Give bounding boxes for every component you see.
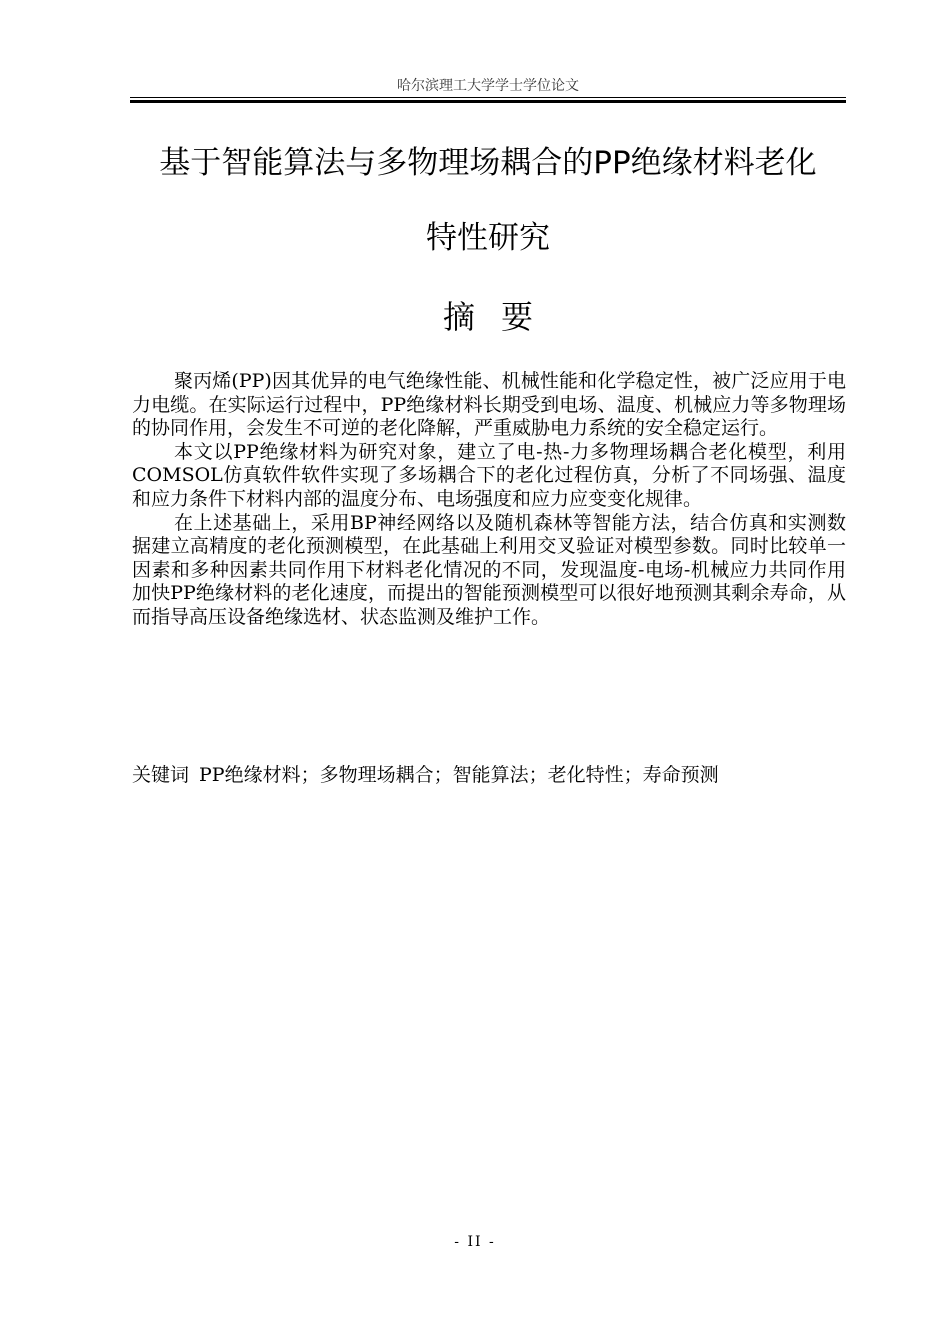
keywords-label: 关键词 bbox=[132, 764, 190, 786]
abstract-body bbox=[132, 370, 846, 630]
keywords-line bbox=[132, 763, 846, 787]
running-header: 哈尔滨理工大学学士学位论文 bbox=[397, 78, 579, 94]
header-rule-thin bbox=[130, 97, 846, 98]
header-rule-thick bbox=[130, 100, 846, 103]
abstract-paragraph-2: 本文以PP绝缘材料为研究对象，建立了电-热-力多物理场耦合老化模型，利用COMSOL仿真软件软件实现了多场耦合下的老化过程仿真，分析了不同场强、温度和应力条件下材料内部的温度分布、电场强度和应力应变变化规律。 bbox=[132, 440, 846, 510]
abstract-paragraph-3: 在上述基础上，采用BP神经网络以及随机森林等智能方法，结合仿真和实测数据建立高精度的老化预测模型，在此基础上利用交叉验证对模型参数。同时比较单一因素和多种因素共同作用下材料老化情况的不同，发现温度-电场-机械应力共同作用加快PP绝缘材料的老化速度，而提出的智能预测模型可以很好地预测其剩余寿命，从而指导高压设备绝缘选材、状态监测及维护工作。 bbox=[132, 511, 846, 628]
abstract-heading: 摘要 bbox=[442, 298, 559, 336]
abstract-paragraph-1: 聚丙烯(PP)因其优异的电气绝缘性能、机械性能和化学稳定性，被广泛应用于电力电缆。在实际运行过程中，PP绝缘材料长期受到电场、温度、机械应力等多物理场的协同作用，会发生不可逆的老化降解，严重威胁电力系统的安全稳定运行。 bbox=[132, 370, 846, 440]
keywords-text: PP绝缘材料；多物理场耦合；智能算法；老化特性；寿命预测 bbox=[199, 764, 719, 786]
thesis-title-line-2: 特性研究 bbox=[426, 220, 550, 256]
page-number: - II - bbox=[454, 1234, 496, 1250]
thesis-title bbox=[130, 126, 846, 276]
thesis-title-line-1: 基于智能算法与多物理场耦合的PP绝缘材料老化 bbox=[159, 145, 817, 181]
